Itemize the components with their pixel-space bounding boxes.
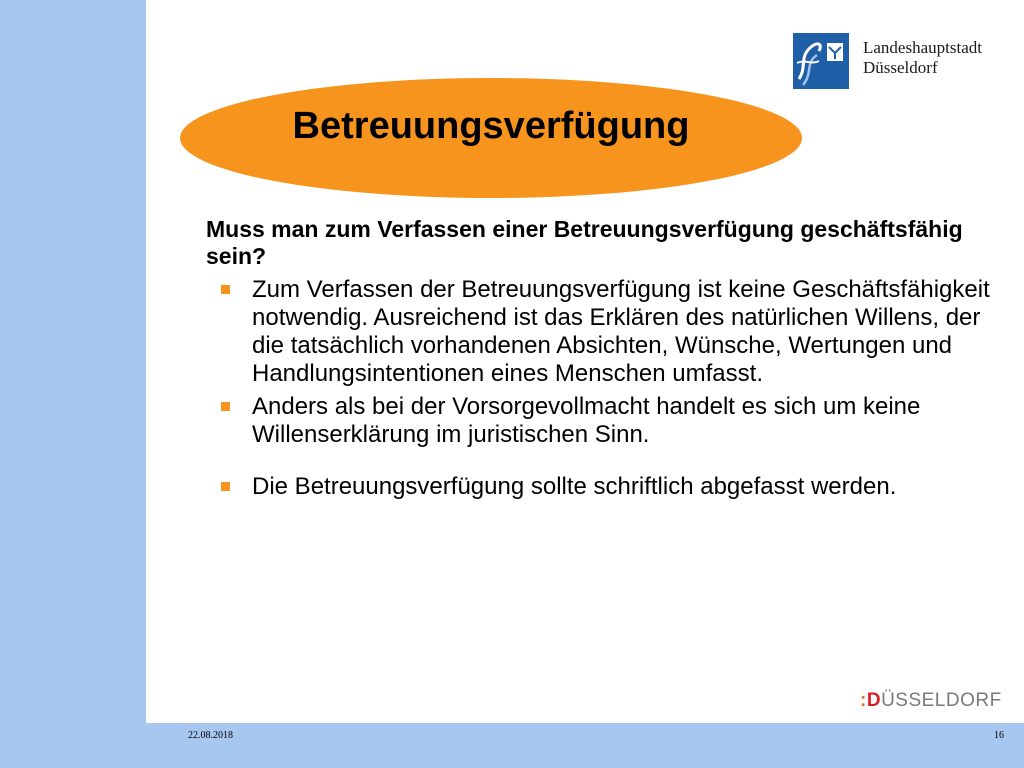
logo-line-2: Düsseldorf (863, 58, 938, 77)
city-logo (793, 32, 993, 90)
brand-rest: ÜSSELDORF (881, 690, 1002, 711)
city-name (863, 38, 982, 78)
duesseldorf-brand-logo (860, 690, 1002, 712)
title-ellipse (180, 78, 802, 198)
bullet-item (206, 276, 1006, 388)
bullet-text: Zum Verfassen der Betreuungsverfügung ist keine Geschäftsfähigkeit notwendig. Ausreichend ist das Erklären des natürlichen Willens, der die tatsächlich vorhandenen Absichten, Wünsche, Wertungen und Handlungsintentionen eines Menschen umfasst. (252, 276, 990, 387)
slide-content (206, 216, 1006, 506)
bullet-list (206, 276, 1006, 501)
duesseldorf-coat-of-arms-icon (793, 33, 849, 89)
bullet-item (206, 473, 1006, 501)
bullet-text: Anders als bei der Vorsorgevollmacht handelt es sich um keine Willenserklärung im juristischen Sinn. (252, 393, 921, 448)
slide-date: 22.08.2018 (188, 730, 233, 741)
logo-line-1: Landeshauptstadt (863, 38, 982, 57)
square-bullet-icon (221, 482, 230, 491)
question-heading: Muss man zum Verfassen einer Betreuungsverfügung geschäftsfähig sein? (206, 216, 963, 269)
slide-title: Betreuungsverfügung (292, 104, 690, 147)
brand-dots: : (860, 690, 867, 711)
square-bullet-icon (221, 285, 230, 294)
page-number: 16 (994, 730, 1004, 741)
bullet-item (206, 393, 1006, 449)
square-bullet-icon (221, 402, 230, 411)
bottom-footer-bar (0, 723, 1024, 768)
left-side-bar (0, 0, 146, 768)
brand-letter-d: D (866, 690, 882, 711)
bullet-text: Die Betreuungsverfügung sollte schriftlich abgefasst werden. (252, 473, 897, 500)
